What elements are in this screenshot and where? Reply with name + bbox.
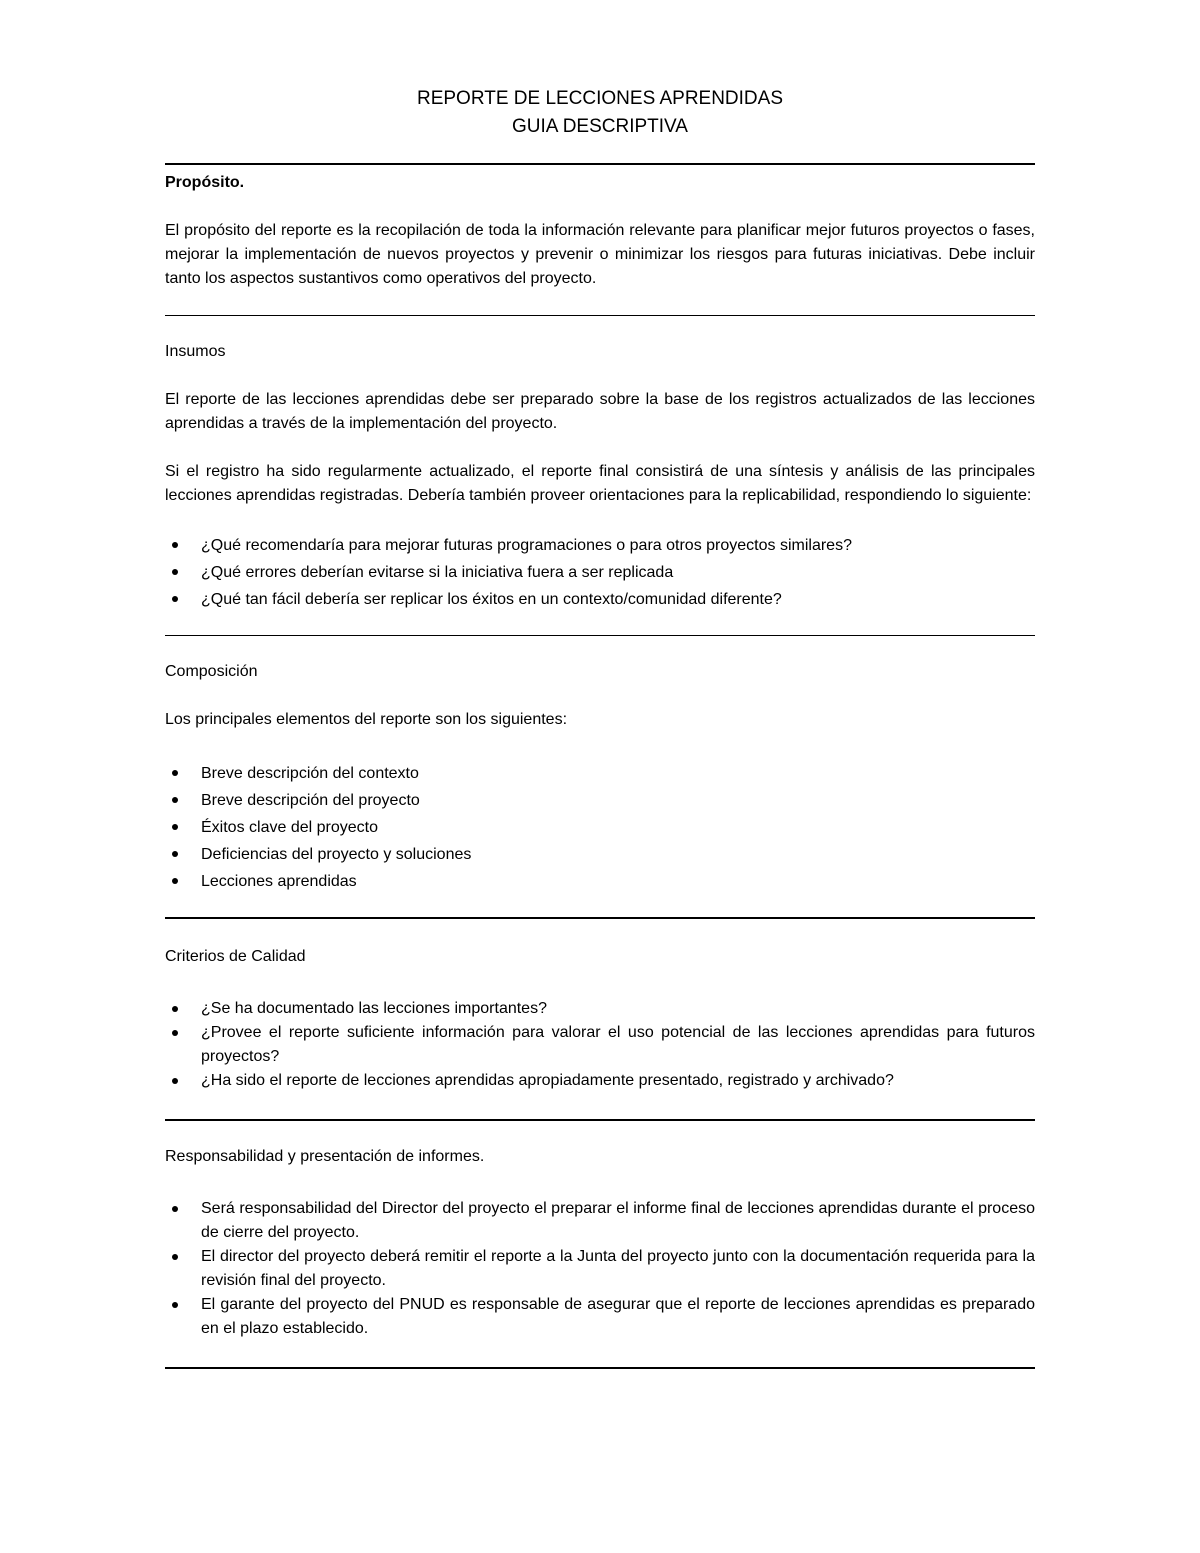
list-item-text: Éxitos clave del proyecto	[201, 819, 378, 836]
bullet-list	[165, 760, 1035, 895]
section-heading: Insumos	[165, 343, 226, 360]
bullet-list	[165, 532, 1035, 613]
list-item	[165, 868, 1035, 895]
section-heading: Propósito.	[165, 174, 245, 191]
list-item-text: El garante del proyecto del PNUD es responsable de asegurar que el reporte de lecciones aprendidas es preparado en el plazo establecido.	[201, 1296, 1035, 1337]
section-insumos	[165, 316, 1035, 635]
bullet-icon	[172, 596, 178, 602]
bullet-icon	[172, 1206, 178, 1212]
list-item-text: ¿Qué recomendaría para mejorar futuras programaciones o para otros proyectos similares?	[201, 537, 852, 554]
bullet-icon	[172, 1302, 178, 1308]
divider	[165, 1367, 1035, 1369]
title-block	[165, 85, 1035, 141]
section-proposito	[165, 165, 1035, 315]
list-item	[165, 586, 1035, 613]
bullet-icon	[172, 878, 178, 884]
list-item-text: Lecciones aprendidas	[201, 873, 357, 890]
list-item-text: ¿Qué errores deberían evitarse si la iniciativa fuera a ser replicada	[201, 564, 674, 581]
section-heading: Composición	[165, 663, 258, 680]
bullet-icon	[172, 1006, 178, 1012]
bullet-list	[165, 997, 1035, 1093]
list-item-text: El director del proyecto deberá remitir el reporte a la Junta del proyecto junto con la documentación requerida para la revisión final del proyecto.	[201, 1248, 1035, 1289]
document-subtitle: GUIA DESCRIPTIVA	[512, 116, 688, 137]
list-item	[165, 1245, 1035, 1293]
section-criterios	[165, 919, 1035, 1119]
bullet-icon	[172, 770, 178, 776]
section-composicion	[165, 636, 1035, 917]
list-item	[165, 787, 1035, 814]
list-item-text: Breve descripción del contexto	[201, 765, 419, 782]
section-paragraph: Si el registro ha sido regularmente actualizado, el reporte final consistirá de una síntesis y análisis de las principales lecciones aprendidas registradas. Debería también proveer orientaciones para la replicabilidad, respondiendo lo siguiente:	[165, 463, 1035, 504]
list-item-text: Será responsabilidad del Director del proyecto el preparar el informe final de lecciones aprendidas durante el proceso de cierre del proyecto.	[201, 1200, 1035, 1241]
section-paragraph: El reporte de las lecciones aprendidas debe ser preparado sobre la base de los registros actualizados de las lecciones aprendidas a través de la implementación del proyecto.	[165, 391, 1035, 432]
list-item-text: Breve descripción del proyecto	[201, 792, 420, 809]
list-item	[165, 1293, 1035, 1341]
document-title: REPORTE DE LECCIONES APRENDIDAS	[416, 88, 784, 109]
bullet-icon	[172, 797, 178, 803]
bullet-list	[165, 1197, 1035, 1341]
bullet-icon	[172, 542, 178, 548]
list-item	[165, 841, 1035, 868]
bullet-icon	[172, 1254, 178, 1260]
list-item-text: ¿Provee el reporte suficiente información para valorar el uso potencial de las lecciones aprendidas para futuros proyectos?	[201, 1024, 1035, 1065]
section-paragraph: Los principales elementos del reporte son los siguientes:	[165, 711, 568, 728]
section-paragraph: El propósito del reporte es la recopilación de toda la información relevante para planificar mejor futuros proyectos o fases, mejorar la implementación de nuevos proyectos y prevenir o minimizar los riesgos para futuras iniciativas. Debe incluir tanto los aspectos sustantivos como operativos del proyecto.	[165, 222, 1035, 287]
list-item	[165, 532, 1035, 559]
bullet-icon	[172, 1078, 178, 1084]
document-page	[165, 85, 1035, 1369]
list-item-text: ¿Se ha documentado las lecciones importantes?	[201, 1000, 547, 1017]
section-heading: Criterios de Calidad	[165, 948, 306, 965]
list-item	[165, 1069, 1035, 1093]
list-item	[165, 997, 1035, 1021]
bullet-icon	[172, 851, 178, 857]
bullet-icon	[172, 569, 178, 575]
list-item-text: ¿Ha sido el reporte de lecciones aprendidas apropiadamente presentado, registrado y archivado?	[201, 1072, 894, 1089]
list-item	[165, 559, 1035, 586]
list-item	[165, 1197, 1035, 1245]
list-item	[165, 760, 1035, 787]
list-item-text: Deficiencias del proyecto y soluciones	[201, 846, 472, 863]
list-item	[165, 1021, 1035, 1069]
bullet-icon	[172, 824, 178, 830]
list-item-text: ¿Qué tan fácil debería ser replicar los éxitos en un contexto/comunidad diferente?	[201, 591, 782, 608]
section-responsabilidad	[165, 1121, 1035, 1367]
section-heading: Responsabilidad y presentación de informes.	[165, 1148, 485, 1165]
list-item	[165, 814, 1035, 841]
bullet-icon	[172, 1030, 178, 1036]
